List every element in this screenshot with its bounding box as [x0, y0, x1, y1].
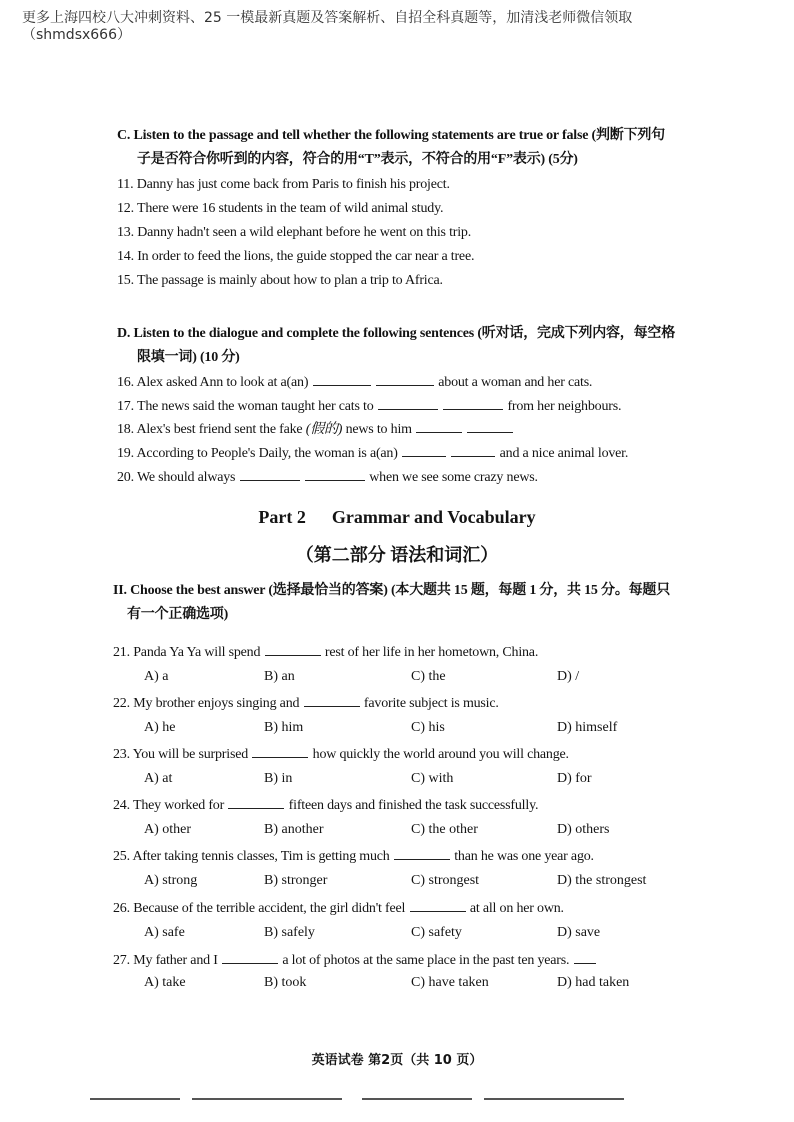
section-ii-heading [113, 579, 783, 627]
answer-blank[interactable] [467, 419, 513, 433]
answer-blank[interactable] [416, 419, 462, 433]
option-b[interactable]: B) him [264, 720, 304, 735]
option-d[interactable]: D) the strongest [557, 873, 647, 888]
option-d[interactable]: D) others [557, 822, 610, 837]
question-text-before: Alex's best friend sent the fake [136, 422, 306, 437]
section-c-heading-line2: 子是否符合你听到的内容，符合的用“T”表示，不符合的用“F”表示) (5分) [137, 152, 578, 167]
option-b[interactable]: B) stronger [264, 873, 328, 888]
question-text-before: My father and I [133, 953, 218, 968]
option-d[interactable]: D) had taken [557, 975, 630, 990]
answer-blank[interactable] [228, 795, 284, 809]
part-name: Grammar and Vocabulary [331, 507, 536, 527]
question-text: The passage is mainly about how to plan a trip to Africa. [136, 273, 443, 288]
option-a[interactable]: A) strong [144, 873, 198, 888]
question-18 [117, 419, 514, 439]
answer-blank[interactable] [265, 642, 321, 656]
page-footer: 英语试卷 第2页（共 10 页） [311, 1053, 483, 1068]
question-14 [117, 248, 474, 266]
question-text-before: You will be surprised [132, 747, 249, 762]
question-text-before: According to People's Daily, the woman is a(an) [136, 446, 398, 461]
scan-artifact-line [192, 1098, 342, 1100]
section-d-heading-line2: 限填一词) (10 分) [137, 350, 240, 365]
answer-blank[interactable] [376, 372, 434, 386]
question-number: 15. [117, 273, 134, 288]
answer-blank[interactable] [394, 846, 450, 860]
question-text: In order to feed the lions, the guide stopped the car near a tree. [137, 249, 475, 264]
question-24 [113, 795, 538, 815]
option-c[interactable]: C) his [411, 720, 445, 735]
option-b[interactable]: B) in [264, 771, 293, 786]
option-b[interactable]: B) an [264, 669, 295, 684]
answer-blank[interactable] [222, 950, 278, 964]
question-text-after: than he was one year ago. [454, 849, 594, 864]
question-text-after: from her neighbours. [507, 399, 622, 414]
answer-blank[interactable] [378, 396, 438, 410]
section-ii-heading-line2: 有一个正确选项) [127, 607, 229, 622]
question-12 [117, 200, 443, 218]
option-b[interactable]: B) took [264, 975, 307, 990]
answer-mark-line [574, 950, 596, 964]
section-c-heading [117, 124, 777, 172]
question-number: 26. [113, 901, 130, 916]
question-number: 14. [117, 249, 134, 264]
answer-blank[interactable] [443, 396, 503, 410]
question-26 [113, 898, 564, 918]
scan-artifact-line [90, 1098, 180, 1100]
part-title-chinese: （第二部分 语法和词汇） [295, 545, 499, 565]
question-number: 22. [113, 696, 130, 711]
answer-blank[interactable] [240, 467, 300, 481]
part-title [0, 507, 794, 528]
option-c[interactable]: C) have taken [411, 975, 489, 990]
question-23 [113, 744, 569, 764]
question-number: 20. [117, 470, 134, 485]
question-text-after: when we see some crazy news. [369, 470, 538, 485]
option-a[interactable]: A) a [144, 669, 169, 684]
question-text-after: at all on her own. [469, 901, 564, 916]
question-text-before: My brother enjoys singing and [133, 696, 300, 711]
question-text-after: favorite subject is music. [363, 696, 499, 711]
section-c-heading-line1: C. Listen to the passage and tell whether the following statements are true or false (判断下列句 [117, 128, 665, 143]
option-d[interactable]: D) / [557, 669, 580, 684]
option-d[interactable]: D) save [557, 925, 601, 940]
question-text-before: We should always [136, 470, 236, 485]
question-number: 19. [117, 446, 134, 461]
answer-blank[interactable] [305, 467, 365, 481]
question-16 [117, 372, 592, 392]
question-text-after: how quickly the world around you will change. [312, 747, 569, 762]
question-text-before: They worked for [132, 798, 225, 813]
scan-artifact-line [362, 1098, 472, 1100]
question-text: Danny hadn't seen a wild elephant before he went on this trip. [137, 225, 472, 240]
option-a[interactable]: A) take [144, 975, 186, 990]
question-text-after: news to him [342, 422, 412, 437]
question-text-italic: (假的) [305, 422, 343, 437]
answer-blank[interactable] [252, 744, 308, 758]
question-text-after: rest of her life in her hometown, China. [324, 645, 539, 660]
question-number: 13. [117, 225, 134, 240]
question-15 [117, 272, 443, 290]
section-ii-heading-line1: II. Choose the best answer (选择最恰当的答案) (本大题共 15 题，每题 1 分，共 15 分。每题只 [113, 583, 671, 598]
part-number: Part 2 [258, 507, 306, 527]
option-c[interactable]: C) safety [411, 925, 462, 940]
option-d[interactable]: D) for [557, 771, 592, 786]
question-22 [113, 693, 499, 713]
question-20 [117, 467, 538, 487]
option-c[interactable]: C) with [411, 771, 454, 786]
option-a[interactable]: A) safe [144, 925, 185, 940]
question-number: 23. [113, 747, 130, 762]
question-text-before: Alex asked Ann to look at a(an) [136, 375, 309, 390]
question-text: There were 16 students in the team of wild animal study. [136, 201, 444, 216]
answer-blank[interactable] [304, 693, 360, 707]
option-a[interactable]: A) he [144, 720, 176, 735]
question-21 [113, 642, 538, 662]
question-text-after: and a nice animal lover. [499, 446, 629, 461]
option-a[interactable]: A) at [144, 771, 173, 786]
question-number: 24. [113, 798, 130, 813]
promo-banner [22, 10, 782, 44]
question-text-before: Because of the terrible accident, the girl didn't feel [133, 901, 406, 916]
question-17 [117, 396, 621, 416]
question-number: 21. [113, 645, 130, 660]
question-text-before: After taking tennis classes, Tim is getting much [132, 849, 390, 864]
question-13 [117, 224, 471, 242]
question-19 [117, 443, 628, 463]
question-number: 17. [117, 399, 134, 414]
question-text-before: Panda Ya Ya will spend [133, 645, 261, 660]
promo-banner-line2: （shmdsx666） [22, 27, 131, 43]
question-text-after: about a woman and her cats. [438, 375, 593, 390]
question-text-after: a lot of photos at the same place in the past ten years. [282, 953, 570, 968]
answer-blank[interactable] [451, 443, 495, 457]
question-number: 27. [113, 953, 130, 968]
question-number: 11. [117, 177, 134, 192]
option-c[interactable]: C) the other [411, 822, 478, 837]
scan-artifact-line [484, 1098, 624, 1100]
question-number: 16. [117, 375, 134, 390]
option-c[interactable]: C) strongest [411, 873, 480, 888]
section-d-heading [117, 322, 777, 370]
section-d-heading-line1: D. Listen to the dialogue and complete the following sentences (听对话，完成下列内容，每空格 [117, 326, 675, 341]
question-number: 25. [113, 849, 130, 864]
question-number: 12. [117, 201, 134, 216]
question-text-after: fifteen days and finished the task successfully. [288, 798, 539, 813]
question-number: 18. [117, 422, 134, 437]
option-a[interactable]: A) other [144, 822, 192, 837]
question-11 [117, 176, 450, 194]
option-d[interactable]: D) himself [557, 720, 618, 735]
answer-blank[interactable] [402, 443, 446, 457]
question-text-before: The news said the woman taught her cats to [136, 399, 374, 414]
option-b[interactable]: B) another [264, 822, 324, 837]
promo-banner-line1: 更多上海四校八大冲刺资料、25 一模最新真题及答案解析、自招全科真题等，加清浅老师微信领取 [22, 10, 633, 26]
answer-blank[interactable] [313, 372, 371, 386]
question-27 [113, 950, 597, 970]
option-c[interactable]: C) the [411, 669, 446, 684]
answer-blank[interactable] [410, 898, 466, 912]
option-b[interactable]: B) safely [264, 925, 315, 940]
question-25 [113, 846, 594, 866]
question-text: Danny has just come back from Paris to finish his project. [136, 177, 450, 192]
